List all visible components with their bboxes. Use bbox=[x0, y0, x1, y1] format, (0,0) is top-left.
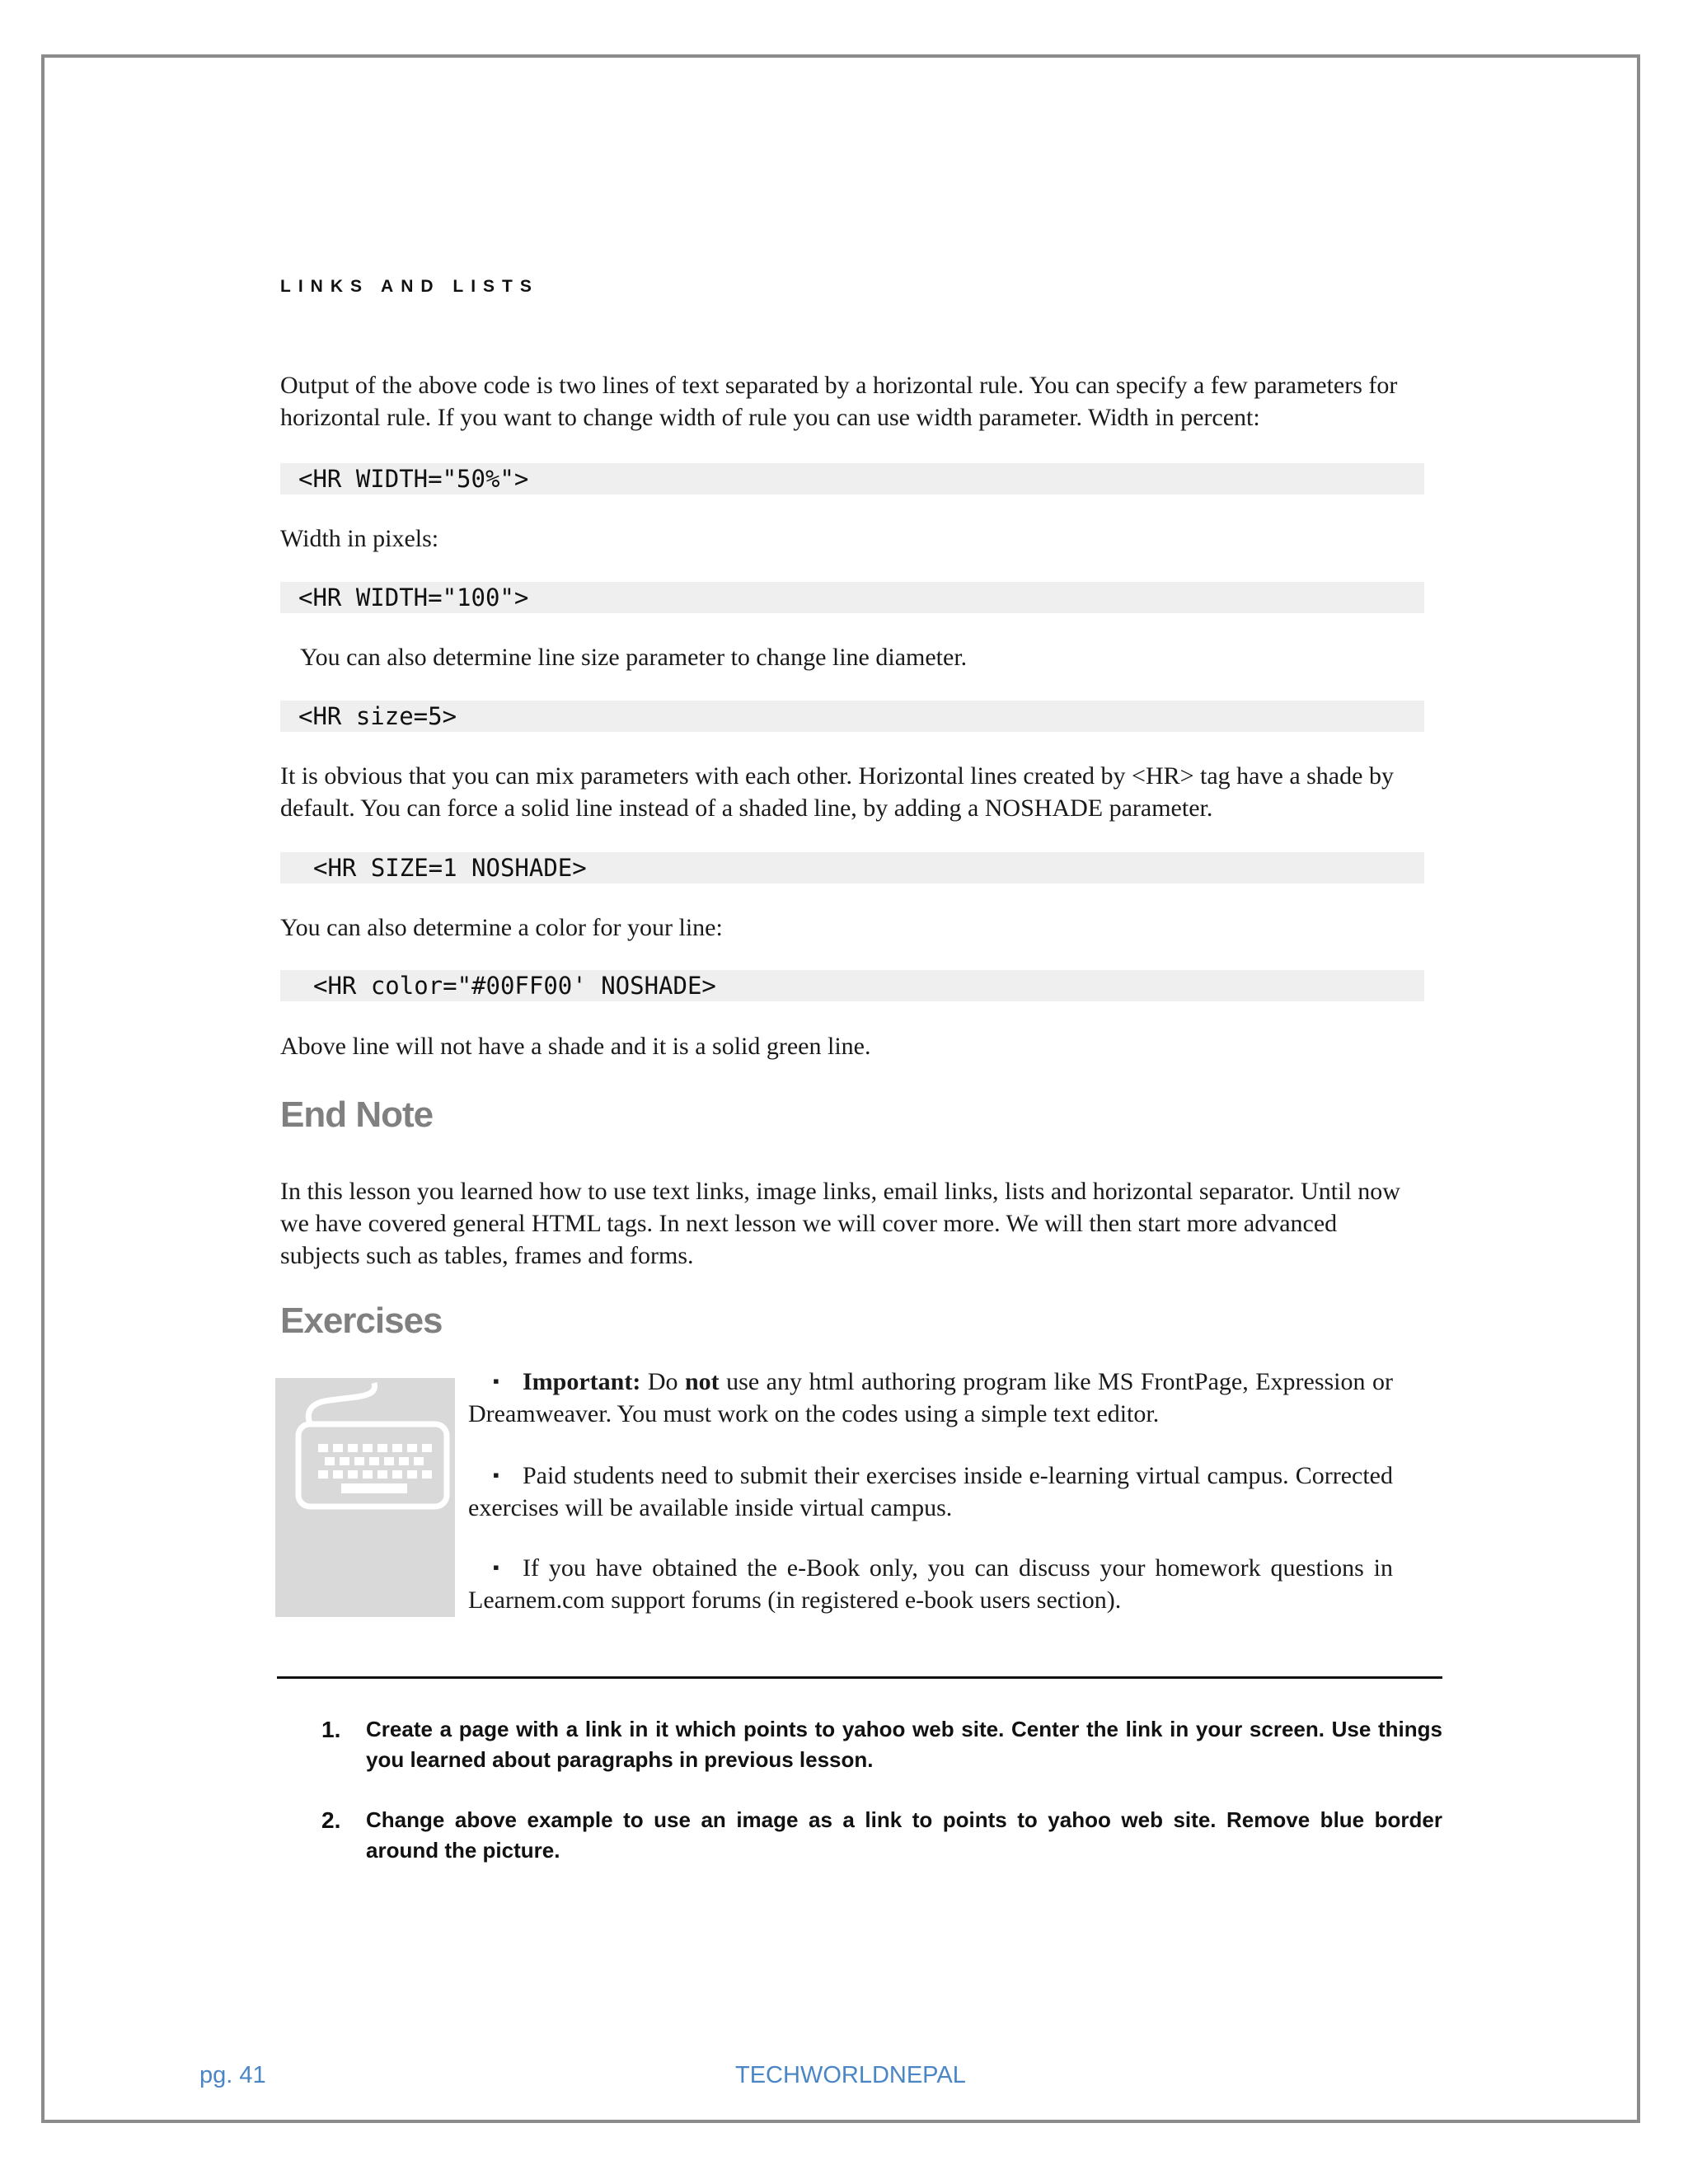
end-note-heading: End Note bbox=[280, 1094, 434, 1135]
exercise-item-1 bbox=[321, 1714, 1442, 1775]
code-hr-noshade: <HR SIZE=1 NOSHADE> bbox=[280, 852, 1424, 883]
code-hr-size: <HR size=5> bbox=[280, 701, 1424, 732]
exercise-bullet-paid-students: ▪ Paid students need to submit their exercises inside e-learning virtual campus. Corrected exercises will be available inside virtual campus. bbox=[468, 1459, 1393, 1524]
bullet-mark: ▪ bbox=[493, 1465, 499, 1485]
code-hr-width-pixels: <HR WIDTH="100"> bbox=[280, 582, 1424, 613]
exercise-item-2 bbox=[321, 1805, 1442, 1866]
not-emphasis: not bbox=[684, 1368, 720, 1395]
code-hr-color: <HR color="#00FF00' NOSHADE> bbox=[280, 970, 1424, 1001]
code-hr-width-percent: <HR WIDTH="50%"> bbox=[280, 463, 1424, 494]
footer-page-number: pg. 41 bbox=[199, 2062, 266, 2088]
paragraph-hr-intro: Output of the above code is two lines of text separated by a horizontal rule. You can specify a few parameters for horizontal rule. If you want to change width of rule you can use width parameter. Width in percent: bbox=[280, 372, 1398, 431]
exercise-text: Create a page with a link in it which points to yahoo web site. Center the link in your screen. Use things you learned about paragraphs in previous lesson. bbox=[366, 1717, 1442, 1772]
exercise-text: Change above example to use an image as a link to points to yahoo web site. Remove blue border around the picture. bbox=[366, 1807, 1442, 1863]
exercise-number: 1. bbox=[321, 1717, 341, 1742]
keyboard-icon bbox=[275, 1378, 455, 1617]
footer-site-name: TECHWORLDNEPAL bbox=[735, 2062, 966, 2088]
exercises-heading: Exercises bbox=[280, 1301, 443, 1341]
paragraph-green-line: Above line will not have a shade and it is a solid green line. bbox=[280, 1033, 871, 1060]
bullet-mark: ▪ bbox=[493, 1371, 499, 1391]
important-label: Important: bbox=[523, 1368, 641, 1395]
exercise-bullet-important: ▪ Important: Do not use any html authoring program like MS FrontPage, Expression or Dreamweaver. You must work on the codes using a simple text editor. bbox=[468, 1365, 1393, 1430]
exercise-number: 2. bbox=[321, 1807, 341, 1833]
exercise-bullet-ebook: ▪ If you have obtained the e-Book only, you can discuss your homework questions in Learnem.com support forums (in registered e-book users section). bbox=[468, 1551, 1393, 1616]
keyboard-graphic bbox=[275, 1378, 455, 1617]
paragraph-noshade: It is obvious that you can mix parameters with each other. Horizontal lines created by <HR> tag have a shade by default. You can force a solid line instead of a shaded line, by adding a NOSHADE parameter. bbox=[280, 762, 1394, 822]
running-header: LINKS AND LISTS bbox=[280, 277, 539, 296]
paragraph-width-pixels: Width in pixels: bbox=[280, 525, 439, 552]
paragraph-line-size: You can also determine line size parameter to change line diameter. bbox=[300, 644, 968, 671]
paragraph-color: You can also determine a color for your line: bbox=[280, 914, 723, 941]
divider-line bbox=[277, 1676, 1442, 1679]
bullet-mark: ▪ bbox=[493, 1557, 499, 1577]
end-note-text: In this lesson you learned how to use text links, image links, email links, lists and horizontal separator. Until now we have covered general HTML tags. In next lesson we will cover more. We will then start more advanced subjects such as tables, frames and forms. bbox=[280, 1178, 1400, 1269]
